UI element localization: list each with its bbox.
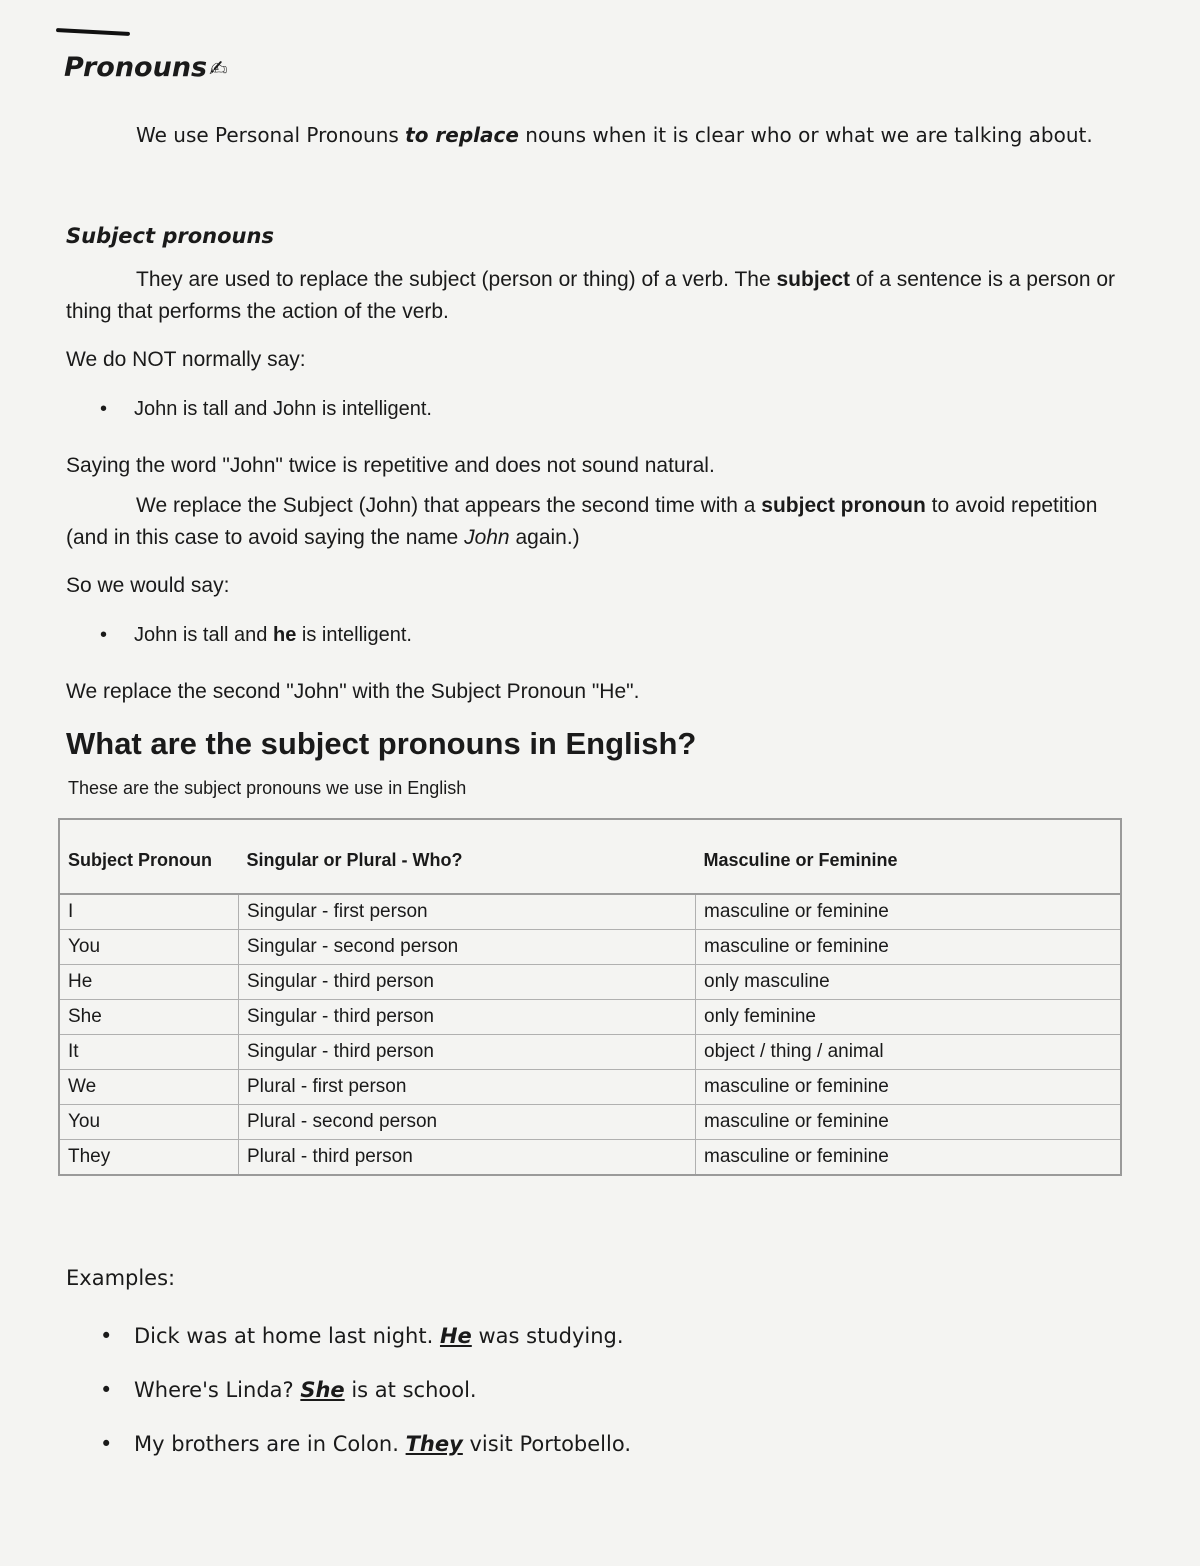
good-example-item [100, 624, 412, 647]
number-cell: Plural - second person [239, 1105, 696, 1140]
gender-cell: masculine or feminine [696, 930, 1122, 965]
pronoun-cell: You [59, 1105, 239, 1140]
table-header-row [59, 819, 1121, 894]
intro-paragraph [66, 112, 1126, 158]
example-text-end: was studying. [471, 1324, 624, 1348]
example-text-end: is at school. [344, 1378, 477, 1402]
number-cell: Singular - third person [239, 965, 696, 1000]
intro-text: We use Personal Pronouns [136, 123, 406, 147]
title-text: Pronouns [64, 52, 208, 83]
pronoun-cell: She [59, 1000, 239, 1035]
example-text: Dick was at home last night. [134, 1324, 440, 1348]
table-row [59, 1000, 1121, 1035]
table-row [59, 1070, 1121, 1105]
example-pronoun: She [300, 1378, 345, 1402]
number-cell: Plural - third person [239, 1140, 696, 1176]
examples-label: Examples: [66, 1266, 176, 1290]
bullet: • [100, 1378, 113, 1402]
header-singular-plural: Singular or Plural - Who? [239, 819, 696, 894]
bullet: • [100, 1432, 113, 1456]
bullet: • [100, 624, 108, 646]
example-item [100, 1432, 631, 1456]
definition-bold: subject [776, 268, 851, 291]
definition-text: They are used to replace the subject (person or thing) of a verb. The [136, 268, 777, 291]
number-cell: Singular - third person [239, 1035, 696, 1070]
table-row [59, 930, 1121, 965]
number-cell: Singular - first person [239, 894, 696, 930]
pronoun-cell: He [59, 965, 239, 1000]
good-example-bold: he [272, 624, 297, 646]
replace-second-line: We replace the second "John" with the Subject Pronoun "He". [66, 680, 640, 703]
intro-text-end: nouns when it is clear who or what we are talking about. [518, 123, 1093, 147]
hand-drawn-squiggle-icon: ✍ [209, 57, 228, 82]
definition-text-end: of a sentence is a person or thing that performs the action of the verb. [66, 268, 1116, 323]
replace-text-end: again.) [509, 526, 580, 549]
gender-cell: object / thing / animal [696, 1035, 1122, 1070]
pronoun-cell: It [59, 1035, 239, 1070]
would-say-line: So we would say: [66, 574, 230, 597]
good-example-text: John is tall and [134, 624, 273, 646]
replace-text: We replace the Subject (John) that appears the second time with a [136, 494, 762, 517]
gender-cell: masculine or feminine [696, 1070, 1122, 1105]
table-row [59, 894, 1121, 930]
gender-cell: masculine or feminine [696, 1140, 1122, 1176]
table-row [59, 1035, 1121, 1070]
pronoun-cell: You [59, 930, 239, 965]
example-text: Where's Linda? [134, 1378, 301, 1402]
gender-cell: only masculine [696, 965, 1122, 1000]
replace-paragraph [66, 490, 1126, 554]
replace-italic: John [464, 526, 510, 549]
subject-pronouns-heading: Subject pronouns [66, 224, 274, 248]
bad-example-item [100, 398, 432, 421]
example-pronoun: He [439, 1324, 472, 1348]
not-say-line: We do NOT normally say: [66, 348, 306, 371]
number-cell: Singular - second person [239, 930, 696, 965]
example-item [100, 1378, 477, 1402]
repetitive-line: Saying the word "John" twice is repetitive and does not sound natural. [66, 454, 715, 477]
intro-emphasis: to replace [405, 123, 519, 147]
number-cell: Singular - third person [239, 1000, 696, 1035]
gender-cell: masculine or feminine [696, 894, 1122, 930]
subject-pronouns-table [58, 818, 1122, 1176]
example-pronoun: They [405, 1432, 463, 1456]
bad-example-text: John is tall and John is intelligent. [134, 398, 432, 420]
section-heading: What are the subject pronouns in English? [66, 726, 697, 761]
table-row [59, 1140, 1121, 1176]
definition-paragraph [66, 264, 1126, 328]
replace-text-mid: to avoid repetition (and in this case to avoid saying the name [66, 494, 1098, 549]
gender-cell: only feminine [696, 1000, 1122, 1035]
pen-mark [56, 28, 130, 36]
pronoun-cell: I [59, 894, 239, 930]
header-gender: Masculine or Feminine [696, 819, 1122, 894]
bullet: • [100, 398, 108, 420]
pronoun-cell: We [59, 1070, 239, 1105]
gender-cell: masculine or feminine [696, 1105, 1122, 1140]
header-subject-pronoun: Subject Pronoun [59, 819, 239, 894]
number-cell: Plural - first person [239, 1070, 696, 1105]
example-item [100, 1324, 624, 1348]
table-row [59, 965, 1121, 1000]
pronoun-cell: They [59, 1140, 239, 1176]
example-text-end: visit Portobello. [462, 1432, 632, 1456]
example-text: My brothers are in Colon. [134, 1432, 406, 1456]
page-title [64, 52, 228, 83]
table-caption: These are the subject pronouns we use in English [68, 778, 467, 798]
replace-bold: subject pronoun [761, 494, 926, 517]
table-row [59, 1105, 1121, 1140]
bullet: • [100, 1324, 113, 1348]
good-example-text-end: is intelligent. [296, 624, 412, 646]
